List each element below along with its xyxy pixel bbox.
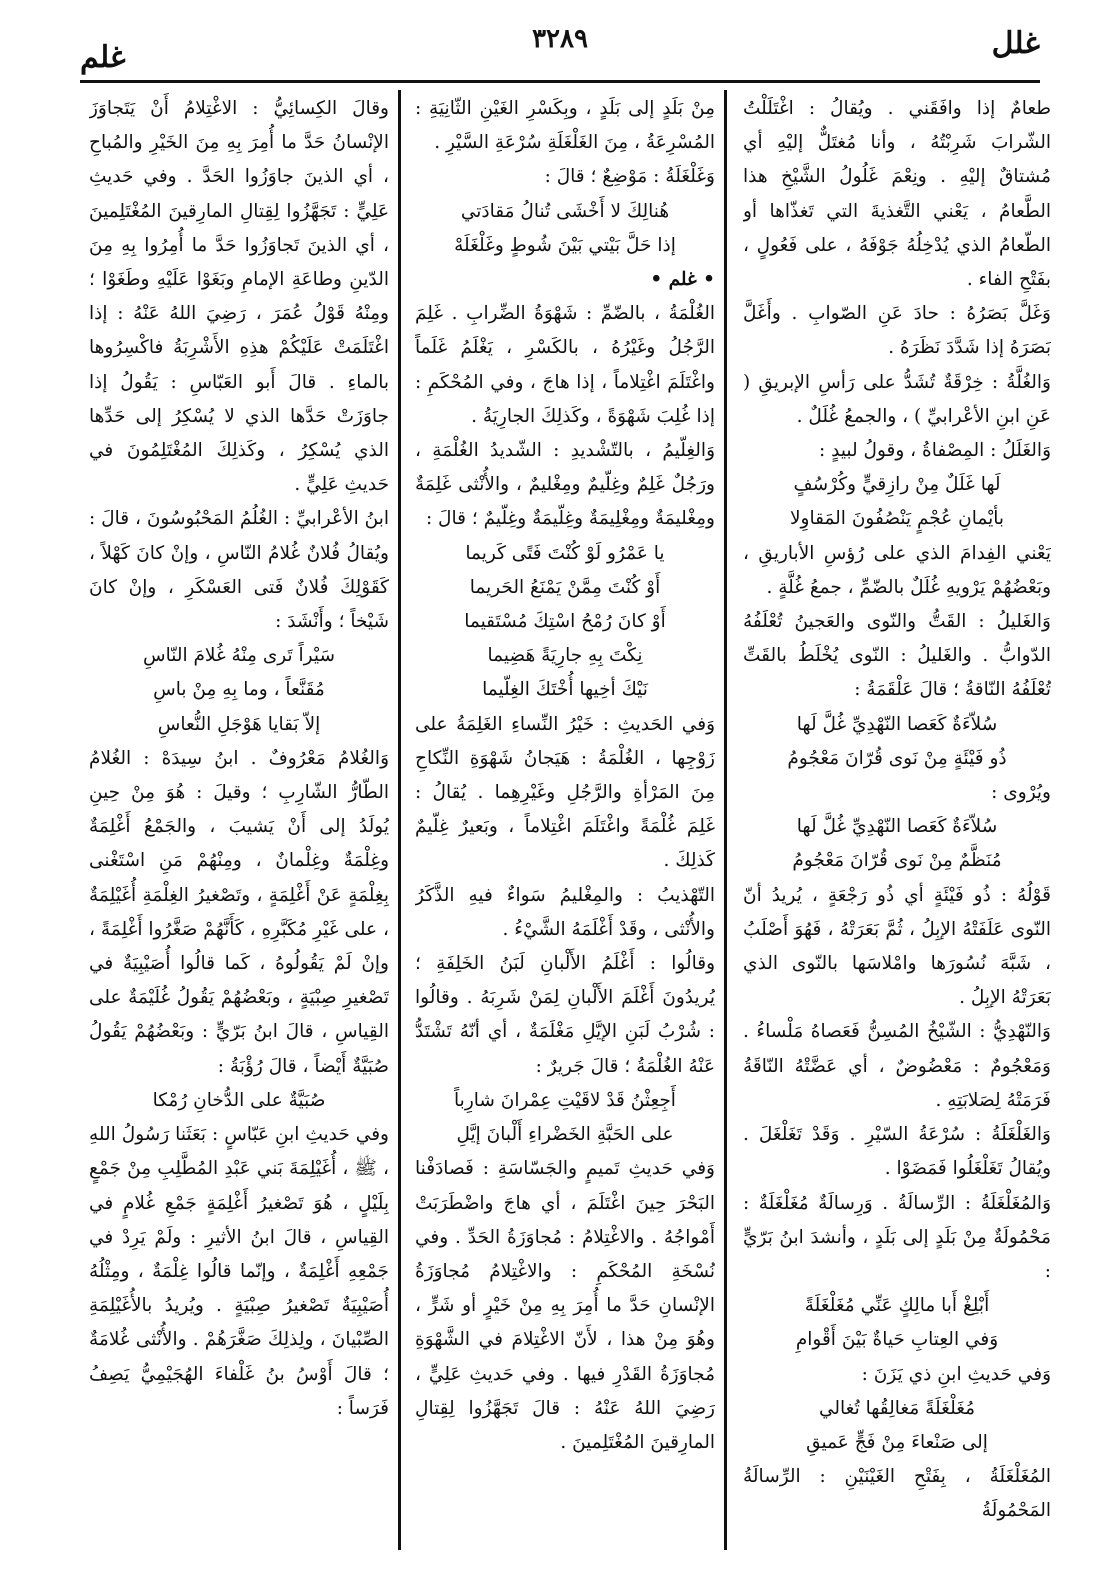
- paragraph: طعامٌ إذا وافَقَني . ويُقالُ : اغْتَلَلْتُ الشّرابَ شَرِبْتُهُ ، وأنا مُغتَلٌّ إليْهِ أي مُشتاقٌ إليْهِ . ونِعْمَ غَلُولُ الشَّيْخِ هذا الطَّعامُ ، يَعْني التَّغذيةَ التي تَغذّاها أو الطّعامُ الذي يُدْخِلُهُ جَوْفَهُ ، على فَعُولٍ ، بفَتْحِ الفاء .: [743, 98, 1051, 291]
- verse-line: مُغَلْغَلَةً مَغالِقُها تُغالي: [818, 1397, 976, 1419]
- verse-line: أَوْ كانَ رُمْحُ اسْتِكَ مُسْتَقيما: [464, 611, 666, 633]
- header-headword-right: غلل: [991, 26, 1040, 61]
- verse-line: مُقَنَّعاً ، وما بِهِ مِنْ باسِ: [153, 679, 325, 701]
- verse-line: على الحَبَّةِ الخَضْراءِ أَلْبانَ إيَّلِ: [456, 1124, 674, 1146]
- paragraph: وَالغَليلُ : القَتُّ والنّوى والعَجينُ تُعْلَفُهُ الدّوابُّ . والغَليلُ : النّوى يُخْلَطُ بالقَتِّ تُعْلَفُهُ النّاقةُ ؛ قالَ عَلْقَمَةُ :: [743, 611, 1051, 701]
- paragraph: وَفي حَديثِ ابنِ ذي يَزَنَ :: [861, 1363, 1051, 1385]
- verse-line: أَوْ كُنْتَ مِمَّنْ يَمْنَعُ الحَريما: [469, 576, 661, 598]
- paragraph: وَالنّهْدِيُّ : الشّيْخُ المُسِنُّ فَعَصاهُ مَلْساءُ . وَمَعْجُومٌ : مَعْضُوضٌ ، أي عَضَّتْهُ النّاقَةُ فَرَمَتْهُ لِصَلابَتِهِ .: [743, 1021, 1051, 1111]
- text-column-2: [415, 92, 715, 1552]
- paragraph: يَعْني الفِدامَ الذي على رُؤسِ الأباريقِ ، وبَعْضُهُمْ يَرْويهِ غُلَلٌ بالضّمِّ ، جمعُ غُلَّةٍ .: [743, 542, 1051, 598]
- paragraph: ابنُ الأعْرابيِّ : الغُلُمُ المَحْبُوسُونَ ، قالَ : ويُقالُ فُلانٌ غُلامُ النّاسِ ، وإنْ كانَ كَهْلاً ، كَقَوْلِكَ فُلانٌ فَتى العَسْكَرِ ، وإنْ كانَ شَيْخاً ؛ وأَنْشَدَ :: [89, 508, 389, 633]
- verse-line: بأيْمانِ عُجْمٍ يَنْصُفُونَ المَقاوِلا: [789, 508, 1004, 530]
- paragraph: ويُرْوى :: [991, 782, 1051, 804]
- page-number: ٣٢٨٩: [532, 24, 588, 54]
- text-column-1: [743, 92, 1051, 1552]
- verse-line: أَبْلِغْ أَبا مالِكٍ عَنِّي مُغَلْغَلَةً: [804, 1295, 990, 1317]
- verse-line: سُلاّءَةٌ كَعَصا النّهْدِيِّ غُلَّ لَها: [796, 816, 998, 838]
- paragraph: وقالَ الكِسائِيُّ : الاغْتِلامُ أَنْ يَتَجاوَزَ الإنْسانُ حَدَّ ما أُمِرَ بِهِ مِنَ الخَيْرِ والمُباحِ ، أي الذينَ جاوَزُوا الحَدَّ . وفي حَديثِ عَلِيٍّ : تَجَهَّزُوا لِقِتالِ المارِقينَ المُغْتَلِمينَ ، أي الذينَ تَجاوَزُوا حَدَّ ما أُمِرُوا بِهِ مِنَ الدّينِ وطاعَةِ الإمامِ وبَغَوْا عَلَيْهِ وطَغَوْا ؛ ومِنْهُ قَوْلُ عُمَرَ ، رَضِيَ اللهُ عَنْهُ : إذا اغْتَلَمَتْ عَلَيْكُمْ هذِهِ الأَشْرِبَةُ فاكْسِرُوها بالماءِ . قالَ أَبو العَبّاسِ : يَقُولُ إذا جاوَزَتْ حَدَّها الذي لا يُسْكِرُ إلى حَدِّها الذي يُسْكِرُ ، وكَذلِكَ المُغْتَلِمُونَ في حَديثِ عَلِيٍّ .: [89, 98, 389, 496]
- verse-line: إلاّ بَقايا هَوْجَلِ النُّعاسِ: [157, 713, 321, 735]
- paragraph: وفي حَديثِ ابنِ عَبّاسٍ : بَعَثَنا رَسُولُ اللهِ ، ﷺ ، أُغَيْلِمَةَ بَني عَبْدِ المُطَّلِبِ مِنْ جَمْعٍ بِلَيْلٍ ، هُوَ تَصْغيرُ أَغْلِمَةٍ جَمْعِ غُلامٍ في القِياسِ ، قالَ ابنُ الأثيرِ : ولَمْ يَرِدْ في جَمْعِهِ أَغْلِمَةٌ ، وإنّما قالُوا غِلْمَةٌ ، ومِثْلُهُ أُصَيْبِيَةٌ تَصْغيرُ صِبْيَةٍ . ويُريدُ بالأُغَيْلِمَةِ الصِّبْيانَ ، ولِذلِكَ صَغَّرَهُمْ . والأُنْثى غُلامَةٌ ؛ قالَ أَوْسُ بنُ غَلْفاءَ الهُجَيْمِيُّ يَصِفُ فَرَساً :: [89, 1124, 389, 1419]
- text-column-3: [89, 92, 389, 1552]
- column-divider-2: [398, 90, 401, 1550]
- paragraph: وقالُوا : أَغْلَمُ الأَلْبانِ لَبَنُ الخَلِفَةِ ؛ يُريدُونَ أَغْلَمَ الأَلْبانِ لِمَنْ شَرِبَهُ . وقالُوا : شُرْبُ لَبَنِ الإيَّلِ مَغْلَمَةٌ ، أي أنّهُ تَشْتَدُّ عَنْهُ الغُلْمَةُ ؛ قالَ جَريرٌ :: [415, 953, 715, 1077]
- header-headword-left: غلم: [80, 40, 126, 75]
- verse-line: أَجِعِثْنُ قَدْ لاقَيْتِ عِمْرانَ شارِباً: [454, 1089, 676, 1111]
- paragraph: وَفي الحَديثِ : خَيْرُ النِّساءِ الغَلِمَةُ على زَوْجِها ، الغُلْمَةُ : هَيَجانُ شَهْوَةِ النِّكاحِ مِنَ المَرْأةِ والرَّجُلِ وغَيْرِهِما . يُقالُ : غَلِمَ غُلْمَةً واغْتَلَمَ اغْتِلاماً ، وبَعيرٌ غِلّيمٌ كَذلِكَ .: [415, 713, 715, 872]
- paragraph: وَالغُلَّةُ : خِرْقَةٌ تُشَدُّ على رَأسِ الإبريقِ ( عَنِ ابنِ الأعْرابيِّ ) ، والجمعُ غُلَلٌ .: [743, 371, 1051, 427]
- verse-line: مُنَظَّمٌ مِنْ نَوى قُرّانَ مَعْجُومُ: [792, 850, 1002, 872]
- paragraph: التّهْذيبُ : والمِغْليمُ سَواءٌ فيهِ الذَّكَرُ والأُنْثى ، وقَدْ أَغْلَمَهُ الشَّيْءُ .: [415, 884, 715, 940]
- verse-line: نِكْتَ بِهِ جارِيَةً هَضِيما: [487, 645, 643, 667]
- verse-line: لَها غَلَلٌ مِنْ رازِقيٍّ وكُرْسُفٍ: [793, 474, 1001, 496]
- paragraph: وَالغَلَلُ : المِصْفاةُ ، وقولُ لبيدٍ :: [819, 440, 1051, 462]
- verse-line: ذُو فَيْئَةٍ مِنْ نَوى قُرّانَ مَعْجُومُ: [787, 747, 1007, 769]
- column-divider-1: [724, 90, 727, 1550]
- paragraph: مِنْ بَلَدٍ إلى بَلَدٍ ، وبِكَسْرِ الغَيْنِ الثّانِيَةِ : المُسْرِعَةُ ، مِنَ الغَلْغَلَةِ سُرْعَةِ السَّيْرِ .: [415, 98, 715, 154]
- verse-line: إلى صَنْعاءَ مِنْ فَجٍّ عَميقِ: [806, 1431, 988, 1453]
- paragraph: وَغَلْغَلَةُ : مَوْضِعٌ ؛ قالَ :: [544, 166, 715, 188]
- paragraph: قَوْلُهُ : ذُو فَيْئَةٍ أي ذُو رَجْعَةٍ ، يُريدُ أنّ النّوى عَلَفَتْهُ الإبِلُ ، ثُمَّ بَعَرَتْهُ ، فَهُوَ أَصْلَبُ ، شَبَّهَ نُسُورَها وامْلاسَها بالنّوى الذي بَعَرَتْهُ الإبِلُ .: [743, 884, 1051, 1009]
- verse-line: نَيْكَ أخِيها أُخْتَكَ الغِلّيما: [482, 679, 648, 701]
- verse-line: يا عَمْرُو لَوْ كُنْتَ فَتًى كَريما: [465, 542, 665, 564]
- paragraph: المُغَلْغَلَةُ ، بِفَتْحِ الغَيْنَيْنِ : الرِّسالَةُ المَحْمُولَةُ: [743, 1466, 1051, 1522]
- paragraph: وَالغَلْغَلَةُ : سُرْعَةُ السّيْرِ . وَقَدْ تَغَلْغَلَ . ويُقالُ تَغَلْغَلُوا فَمَضَوْا .: [743, 1124, 1051, 1180]
- entry-headword: • غلم •: [650, 269, 715, 291]
- paragraph: وَفي حَديثِ تَميمٍ والجَسّاسَةِ : فَصادَفْنا البَحْرَ حِينَ اغْتَلَمَ ، أي هاجَ واضْطَرَبَتْ أَمْواجُهُ . والاغْتِلامُ : مُجاوَزَةُ الحَدِّ . وفي نُسْخَةِ المُحْكَمِ : والاغْتِلامُ مُجاوَزَةُ الإنْسانِ حَدَّ ما أُمِرَ بِهِ مِنْ خَيْرٍ أو شَرٍّ ، وهُوَ مِنْ هذا ، لأَنّ الاغْتِلامَ في الشَّهْوَةِ مُجاوَزَةُ القَدْرِ فيها . وفي حَديثِ عَلِيٍّ ، رَضِيَ اللهُ عَنْهُ : قالَ تَجَهَّزُوا لِقِتالِ المارِقينَ المُغْتَلِمينَ .: [415, 1158, 715, 1453]
- paragraph: وَغَلَّ بَصَرُهُ : حادَ عَنِ الصّوابِ . وأَغَلَّ بَصَرَهُ إذا شَدَّدَ نَظَرَهُ .: [743, 303, 1051, 359]
- verse-line: سَيْراً تَرى مِنْهُ غُلامَ النّاسِ: [143, 645, 335, 667]
- verse-line: إذا حَلَّ بَيْتي بَيْنَ شُوطٍ وغَلْغَلَهْ: [454, 234, 676, 256]
- page-header: [80, 18, 1040, 83]
- verse-line: سُلاّءَةٌ كَعَصا النّهْدِيِّ غُلَّ لَها: [796, 713, 998, 735]
- verse-line: هُنالِكَ لا أَخْشَى تُنالُ مَقادَتي: [460, 200, 670, 222]
- paragraph: وَالمُغَلْغَلَةُ : الرِّسالَةُ . وَرِسالَةٌ مُغَلْغَلَةٌ : مَحْمُولَةٌ مِنْ بَلَدٍ إلى بَلَدٍ ، وأنشدَ ابنُ بَرّيٍّ :: [743, 1192, 1051, 1282]
- paragraph: الغُلْمَةُ ، بالضّمِّ : شَهْوَةُ الضِّرابِ . غَلِمَ الرَّجُلُ وغَيْرُهُ ، بالكَسْرِ ، يَغْلَمُ غَلَماً واغْتَلَمَ اغْتِلاماً ، إذا هاجَ ، وفي المُحْكَمِ : إذا غُلِبَ شَهْوَةً ، وكَذلِكَ الجارِيَةُ .: [415, 303, 715, 427]
- verse-line: صُبَيَّةٌ على الدُّخانِ رُمْكا: [152, 1089, 326, 1111]
- verse-line: وَفي العِتابِ حَياةٌ بَيْنَ أَقْوامِ: [795, 1329, 999, 1351]
- paragraph: وَالغِلّيمُ ، بالتّشْديدِ : الشّديدُ الغُلْمَةِ ، ورَجُلٌ غَلِمٌ وغِلّيمٌ ومِغْليمٌ ، والأُنْثى غَلِمَةٌ ومِغْليمَةٌ ومِغْلِيمَةٌ وغِلّيمَةٌ وغِلّيمٌ ؛ قالَ :: [415, 440, 715, 530]
- paragraph: وَالغُلامُ مَعْرُوفٌ . ابنُ سِيدَهْ : الغُلامُ الطّارُّ الشّارِبِ ؛ وقيلَ : هُوَ مِنْ حِينِ يُولَدُ إلى أَنْ يَشيبَ ، والجَمْعُ أَغْلِمَةٌ وغِلْمَةٌ وغِلْمانٌ ، ومِنْهُمْ مَنِ اسْتَغْنى بِغِلْمَةٍ عَنْ أَغْلِمَةٍ ، وتَصْغيرُ الغِلْمَةِ أُغَيْلِمَةٌ ، على غَيْرِ مُكَبَّرِهِ ، كَأَنَّهُمْ صَغَّرُوا أَغْلِمَةً ، وإنْ لَمْ يَقُولُوهُ ، كَما قالُوا أُصَيْبِيَةٌ في تَصْغيرِ صِبْيَةٍ ، وبَعْضُهُمْ يَقُولُ غُلَيْمَةٌ على القِياسِ ، قالَ ابنُ بَرّيٍّ : وبَعْضُهُمْ يَقُولُ صُبَيَّةٌ أَيْضاً ، قالَ رُؤْبَةُ :: [89, 747, 389, 1077]
